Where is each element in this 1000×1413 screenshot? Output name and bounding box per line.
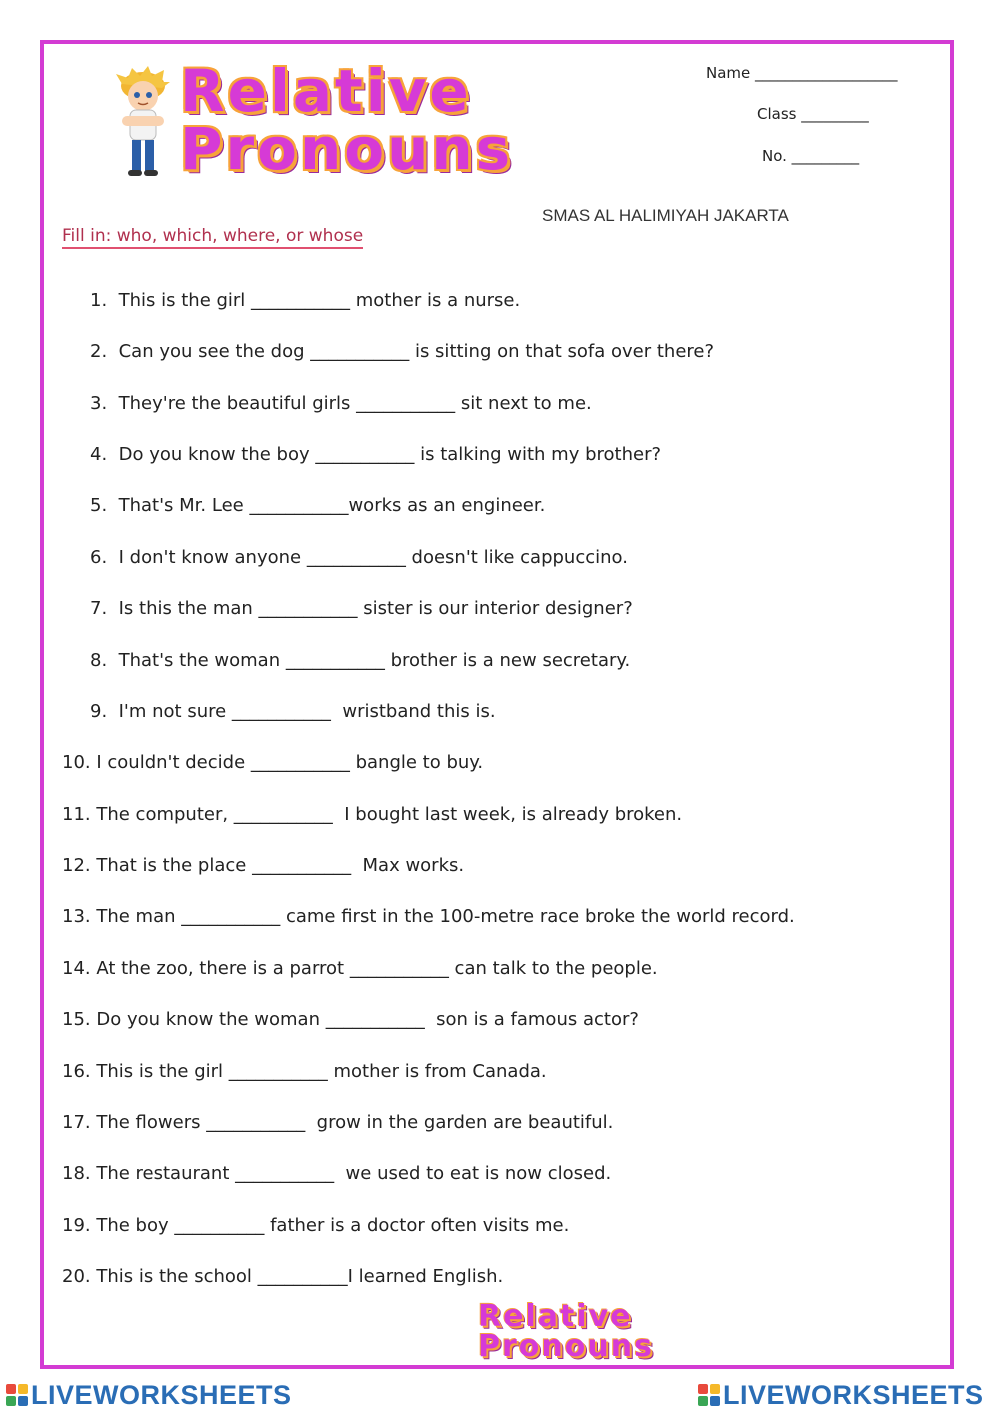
question-13[interactable]: 13. The man ___________ came first in the 100-metre race broke the world record. (62, 906, 795, 927)
title-line-2: Pronouns (180, 115, 514, 183)
cartoon-boy-icon (108, 66, 178, 178)
question-6[interactable]: 6. I don't know anyone ___________ doesn't like cappuccino. (90, 547, 628, 568)
question-11[interactable]: 11. The computer, ___________ I bought last week, is already broken. (62, 804, 683, 825)
instruction-text: Fill in: who, which, where, or whose (62, 226, 363, 249)
question-18[interactable]: 18. The restaurant ___________ we used to eat is now closed. (62, 1163, 612, 1184)
title-line-1: Relative (180, 57, 472, 125)
question-16[interactable]: 16. This is the girl ___________ mother is from Canada. (62, 1061, 547, 1082)
question-5[interactable]: 5. That's Mr. Lee ___________works as an engineer. (90, 495, 546, 516)
name-field[interactable]: Name ___________________ (706, 64, 898, 82)
question-12[interactable]: 12. That is the place ___________ Max works. (62, 855, 465, 876)
question-15[interactable]: 15. Do you know the woman ___________ son is a famous actor? (62, 1009, 639, 1030)
question-3[interactable]: 3. They're the beautiful girls ___________ sit next to me. (90, 393, 592, 414)
class-field[interactable]: Class _________ (757, 105, 869, 123)
question-19[interactable]: 19. The boy __________ father is a doctor often visits me. (62, 1215, 570, 1236)
question-20[interactable]: 20. This is the school __________I learned English. (62, 1266, 504, 1287)
liveworksheets-logo-icon (6, 1384, 28, 1406)
question-14[interactable]: 14. At the zoo, there is a parrot ___________ can talk to the people. (62, 958, 658, 979)
question-1[interactable]: 1. This is the girl ___________ mother is a nurse. (90, 290, 521, 311)
brand-left[interactable] (6, 1380, 292, 1410)
footer-title-line-1: Relative (478, 1299, 633, 1334)
question-10[interactable]: 10. I couldn't decide ___________ bangle to buy. (62, 752, 484, 773)
question-4[interactable]: 4. Do you know the boy ___________ is talking with my brother? (90, 444, 662, 465)
worksheet-title (180, 57, 660, 183)
liveworksheets-logo-icon (698, 1384, 720, 1406)
footer-title (478, 1299, 938, 1366)
brand-text-right: LIVEWORKSHEETS (723, 1379, 984, 1410)
question-7[interactable]: 7. Is this the man ___________ sister is our interior designer? (90, 598, 633, 619)
question-17[interactable]: 17. The flowers ___________ grow in the garden are beautiful. (62, 1112, 614, 1133)
question-2[interactable]: 2. Can you see the dog ___________ is sitting on that sofa over there? (90, 341, 715, 362)
brand-right[interactable] (698, 1380, 984, 1410)
number-field[interactable]: No. _________ (762, 147, 860, 165)
footer-title-line-2: Pronouns (478, 1329, 654, 1364)
question-9[interactable]: 9. I'm not sure ___________ wristband this is. (90, 701, 496, 722)
brand-text-left: LIVEWORKSHEETS (31, 1379, 292, 1410)
school-name: SMAS AL HALIMIYAH JAKARTA (542, 206, 789, 225)
question-8[interactable]: 8. That's the woman ___________ brother is a new secretary. (90, 650, 631, 671)
